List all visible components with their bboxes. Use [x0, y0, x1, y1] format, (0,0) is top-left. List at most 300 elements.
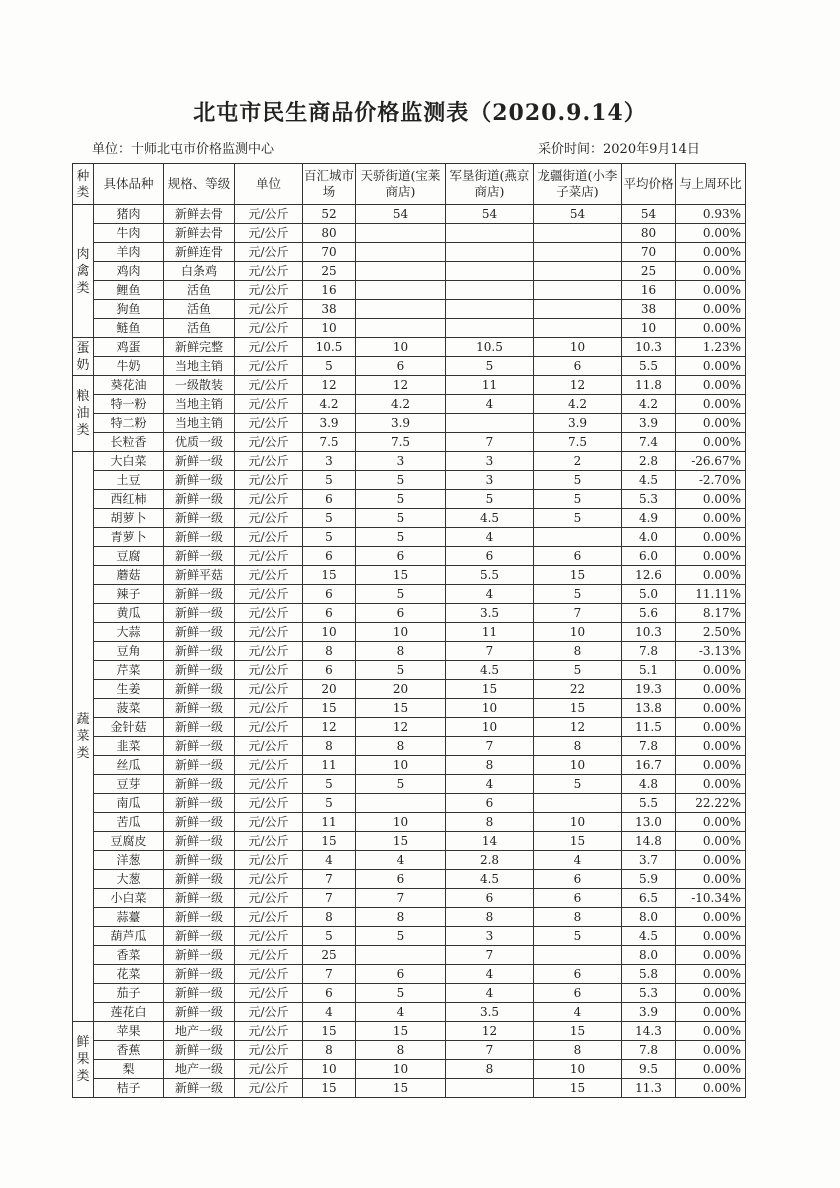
spec: 新鲜一级 [164, 832, 235, 851]
unit: 元/公斤 [235, 775, 303, 794]
price-tianjiao: 20 [356, 680, 446, 699]
weekly-change: 0.00% [676, 547, 746, 566]
weekly-change: -26.67% [676, 452, 746, 471]
weekly-change: 0.00% [676, 870, 746, 889]
spec: 当地主销 [164, 357, 235, 376]
price-tianjiao: 3.9 [356, 414, 446, 433]
price-baihuicheng: 38 [303, 300, 356, 319]
unit: 元/公斤 [235, 338, 303, 357]
weekly-change: 0.00% [676, 908, 746, 927]
weekly-change: 22.22% [676, 794, 746, 813]
price-tianjiao: 6 [356, 870, 446, 889]
unit: 元/公斤 [235, 1060, 303, 1079]
table-row [73, 1022, 746, 1041]
unit: 元/公斤 [235, 699, 303, 718]
table-body [73, 205, 746, 1098]
price-longjiang: 4 [534, 851, 622, 870]
spec: 新鲜一级 [164, 927, 235, 946]
spec: 新鲜一级 [164, 699, 235, 718]
unit: 元/公斤 [235, 737, 303, 756]
table-row [73, 737, 746, 756]
price-junken [446, 281, 534, 300]
price-longjiang: 10 [534, 1060, 622, 1079]
price-longjiang: 12 [534, 376, 622, 395]
price-longjiang: 10 [534, 756, 622, 775]
spec: 活鱼 [164, 319, 235, 338]
unit: 元/公斤 [235, 813, 303, 832]
item-name: 茄子 [94, 984, 164, 1003]
price-baihuicheng: 70 [303, 243, 356, 262]
table-row [73, 1003, 746, 1022]
item-name: 大白菜 [94, 452, 164, 471]
category-cell: 肉禽类 [73, 205, 94, 338]
spec: 新鲜一级 [164, 965, 235, 984]
unit: 元/公斤 [235, 395, 303, 414]
unit: 元/公斤 [235, 623, 303, 642]
price-junken: 10.5 [446, 338, 534, 357]
price-longjiang: 8 [534, 1041, 622, 1060]
price-junken: 11 [446, 623, 534, 642]
price-tianjiao: 7 [356, 889, 446, 908]
price-baihuicheng: 15 [303, 1079, 356, 1098]
price-tianjiao: 10 [356, 813, 446, 832]
average-price: 13.0 [622, 813, 676, 832]
average-price: 80 [622, 224, 676, 243]
spec: 新鲜去骨 [164, 224, 235, 243]
price-baihuicheng: 4 [303, 1003, 356, 1022]
table-row [73, 414, 746, 433]
weekly-change: 8.17% [676, 604, 746, 623]
average-price: 12.6 [622, 566, 676, 585]
average-price: 9.5 [622, 1060, 676, 1079]
item-name: 胡萝卜 [94, 509, 164, 528]
price-junken: 6 [446, 794, 534, 813]
price-junken: 5 [446, 357, 534, 376]
average-price: 70 [622, 243, 676, 262]
table-row [73, 851, 746, 870]
spec: 新鲜一级 [164, 984, 235, 1003]
price-junken: 15 [446, 680, 534, 699]
spec: 新鲜一级 [164, 528, 235, 547]
price-junken: 3.5 [446, 604, 534, 623]
table-row [73, 357, 746, 376]
price-baihuicheng: 12 [303, 718, 356, 737]
price-baihuicheng: 25 [303, 262, 356, 281]
table-row [73, 642, 746, 661]
unit: 元/公斤 [235, 528, 303, 547]
price-tianjiao: 5 [356, 984, 446, 1003]
average-price: 4.0 [622, 528, 676, 547]
weekly-change: 0.00% [676, 813, 746, 832]
weekly-change: 0.00% [676, 509, 746, 528]
price-junken: 4.5 [446, 870, 534, 889]
spec: 新鲜去骨 [164, 205, 235, 224]
price-baihuicheng: 6 [303, 490, 356, 509]
spec: 当地主销 [164, 414, 235, 433]
price-longjiang: 6 [534, 357, 622, 376]
spec: 新鲜一级 [164, 1003, 235, 1022]
unit: 元/公斤 [235, 357, 303, 376]
spec: 新鲜一级 [164, 509, 235, 528]
weekly-change: 0.00% [676, 1022, 746, 1041]
average-price: 4.9 [622, 509, 676, 528]
price-tianjiao: 5 [356, 528, 446, 547]
price-baihuicheng: 6 [303, 661, 356, 680]
weekly-change: 0.00% [676, 775, 746, 794]
spec: 新鲜一级 [164, 737, 235, 756]
table-row [73, 1060, 746, 1079]
unit: 元/公斤 [235, 794, 303, 813]
price-baihuicheng: 8 [303, 1041, 356, 1060]
price-baihuicheng: 7.5 [303, 433, 356, 452]
table-row [73, 775, 746, 794]
average-price: 4.8 [622, 775, 676, 794]
table-row [73, 756, 746, 775]
price-baihuicheng: 5 [303, 528, 356, 547]
unit: 元/公斤 [235, 547, 303, 566]
price-baihuicheng: 6 [303, 585, 356, 604]
price-baihuicheng: 80 [303, 224, 356, 243]
price-baihuicheng: 4.2 [303, 395, 356, 414]
unit: 元/公斤 [235, 604, 303, 623]
spec: 新鲜连骨 [164, 243, 235, 262]
header-change: 与上周环比 [676, 164, 746, 205]
price-baihuicheng: 15 [303, 699, 356, 718]
price-tianjiao: 4 [356, 851, 446, 870]
average-price: 10.3 [622, 338, 676, 357]
unit: 元/公斤 [235, 224, 303, 243]
page-title: 北屯市民生商品价格监测表（2020.9.14） [193, 100, 647, 126]
table-row [73, 528, 746, 547]
item-name: 香菜 [94, 946, 164, 965]
unit: 元/公斤 [235, 984, 303, 1003]
table-row [73, 870, 746, 889]
price-longjiang: 15 [534, 1079, 622, 1098]
price-baihuicheng: 6 [303, 984, 356, 1003]
weekly-change: 0.00% [676, 1060, 746, 1079]
weekly-change: 0.00% [676, 699, 746, 718]
average-price: 14.3 [622, 1022, 676, 1041]
unit: 元/公斤 [235, 642, 303, 661]
price-longjiang: 15 [534, 1022, 622, 1041]
price-baihuicheng: 7 [303, 965, 356, 984]
unit: 元/公斤 [235, 661, 303, 680]
item-name: 葫芦瓜 [94, 927, 164, 946]
price-baihuicheng: 16 [303, 281, 356, 300]
item-name: 蘑菇 [94, 566, 164, 585]
price-tianjiao: 15 [356, 1079, 446, 1098]
price-baihuicheng: 8 [303, 642, 356, 661]
item-name: 西红柿 [94, 490, 164, 509]
price-junken: 7 [446, 1041, 534, 1060]
price-baihuicheng: 11 [303, 813, 356, 832]
item-name: 土豆 [94, 471, 164, 490]
spec: 活鱼 [164, 300, 235, 319]
price-tianjiao: 8 [356, 1041, 446, 1060]
price-junken: 7 [446, 433, 534, 452]
price-baihuicheng: 7 [303, 889, 356, 908]
table-row [73, 395, 746, 414]
item-name: 芹菜 [94, 661, 164, 680]
price-junken: 8 [446, 1060, 534, 1079]
price-baihuicheng: 5 [303, 357, 356, 376]
category-cell: 蛋奶 [73, 338, 94, 376]
weekly-change: 0.00% [676, 984, 746, 1003]
item-name: 牛奶 [94, 357, 164, 376]
unit: 元/公斤 [235, 281, 303, 300]
item-name: 特二粉 [94, 414, 164, 433]
table-row [73, 376, 746, 395]
price-tianjiao [356, 946, 446, 965]
price-longjiang: 12 [534, 718, 622, 737]
spec: 新鲜一级 [164, 756, 235, 775]
price-longjiang: 6 [534, 889, 622, 908]
average-price: 5.0 [622, 585, 676, 604]
header-spec: 规格、等级 [164, 164, 235, 205]
price-longjiang: 5 [534, 775, 622, 794]
price-junken: 4 [446, 984, 534, 1003]
price-junken: 8 [446, 908, 534, 927]
table-row [73, 338, 746, 357]
average-price: 8.0 [622, 908, 676, 927]
unit: 元/公斤 [235, 566, 303, 585]
table-row [73, 889, 746, 908]
price-longjiang: 10 [534, 623, 622, 642]
average-price: 16 [622, 281, 676, 300]
price-junken: 4.5 [446, 661, 534, 680]
average-price: 3.9 [622, 1003, 676, 1022]
price-longjiang: 5 [534, 927, 622, 946]
price-junken: 8 [446, 813, 534, 832]
price-junken: 11 [446, 376, 534, 395]
spec: 新鲜一级 [164, 642, 235, 661]
item-name: 鲤鱼 [94, 281, 164, 300]
spec: 新鲜一级 [164, 623, 235, 642]
table-row [73, 984, 746, 1003]
average-price: 11.8 [622, 376, 676, 395]
item-name: 鲢鱼 [94, 319, 164, 338]
average-price: 54 [622, 205, 676, 224]
price-longjiang: 54 [534, 205, 622, 224]
table-row [73, 927, 746, 946]
table-row [73, 205, 746, 224]
table-row [73, 908, 746, 927]
item-name: 香蕉 [94, 1041, 164, 1060]
price-longjiang: 6 [534, 965, 622, 984]
price-junken: 7 [446, 946, 534, 965]
table-row [73, 319, 746, 338]
price-longjiang: 10 [534, 813, 622, 832]
price-longjiang [534, 262, 622, 281]
item-name: 狗鱼 [94, 300, 164, 319]
price-junken: 3 [446, 452, 534, 471]
average-price: 5.3 [622, 984, 676, 1003]
weekly-change: 0.00% [676, 680, 746, 699]
average-price: 19.3 [622, 680, 676, 699]
item-name: 小白菜 [94, 889, 164, 908]
header-unit: 单位 [235, 164, 303, 205]
spec: 新鲜一级 [164, 794, 235, 813]
unit: 元/公斤 [235, 509, 303, 528]
price-longjiang [534, 794, 622, 813]
weekly-change: 0.00% [676, 262, 746, 281]
weekly-change: 2.50% [676, 623, 746, 642]
weekly-change: 0.00% [676, 357, 746, 376]
price-baihuicheng: 5 [303, 509, 356, 528]
unit: 元/公斤 [235, 870, 303, 889]
price-longjiang: 2 [534, 452, 622, 471]
weekly-change: 0.00% [676, 965, 746, 984]
price-longjiang: 22 [534, 680, 622, 699]
price-junken: 5 [446, 490, 534, 509]
spec: 新鲜一级 [164, 813, 235, 832]
price-tianjiao: 5 [356, 775, 446, 794]
weekly-change: -2.70% [676, 471, 746, 490]
average-price: 25 [622, 262, 676, 281]
item-name: 南瓜 [94, 794, 164, 813]
price-tianjiao: 7.5 [356, 433, 446, 452]
price-tianjiao: 8 [356, 908, 446, 927]
spec: 新鲜一级 [164, 1079, 235, 1098]
price-longjiang [534, 224, 622, 243]
item-name: 大蒜 [94, 623, 164, 642]
table-row [73, 946, 746, 965]
table-row [73, 433, 746, 452]
item-name: 蒜薹 [94, 908, 164, 927]
price-junken [446, 300, 534, 319]
table-row [73, 452, 746, 471]
price-junken: 4.5 [446, 509, 534, 528]
weekly-change: 0.00% [676, 528, 746, 547]
unit: 元/公斤 [235, 585, 303, 604]
table-row [73, 661, 746, 680]
average-price: 2.8 [622, 452, 676, 471]
item-name: 青萝卜 [94, 528, 164, 547]
price-tianjiao: 6 [356, 547, 446, 566]
price-junken [446, 224, 534, 243]
table-row [73, 509, 746, 528]
price-longjiang [534, 319, 622, 338]
price-junken: 3 [446, 471, 534, 490]
average-price: 7.4 [622, 433, 676, 452]
item-name: 金针菇 [94, 718, 164, 737]
table-row [73, 604, 746, 623]
table-row [73, 490, 746, 509]
monitoring-unit: 单位：十师北屯市价格监测中心 [92, 142, 275, 157]
average-price: 7.8 [622, 642, 676, 661]
table-row [73, 965, 746, 984]
table-row [73, 262, 746, 281]
weekly-change: 0.00% [676, 376, 746, 395]
average-price: 14.8 [622, 832, 676, 851]
weekly-change: -10.34% [676, 889, 746, 908]
unit: 元/公斤 [235, 1079, 303, 1098]
spec: 新鲜一级 [164, 471, 235, 490]
spec: 当地主销 [164, 395, 235, 414]
table-row [73, 585, 746, 604]
item-name: 鸡蛋 [94, 338, 164, 357]
item-name: 生姜 [94, 680, 164, 699]
weekly-change: 0.00% [676, 300, 746, 319]
item-name: 菠菜 [94, 699, 164, 718]
price-baihuicheng: 11 [303, 756, 356, 775]
weekly-change: 0.93% [676, 205, 746, 224]
price-longjiang: 15 [534, 699, 622, 718]
unit: 元/公斤 [235, 965, 303, 984]
header-baihuicheng: 百汇城市场 [303, 164, 356, 205]
header-longjiang: 龙疆街道(小李子菜店) [534, 164, 622, 205]
price-longjiang [534, 300, 622, 319]
weekly-change: 0.00% [676, 927, 746, 946]
price-junken: 4 [446, 775, 534, 794]
unit: 元/公斤 [235, 243, 303, 262]
price-junken: 7 [446, 642, 534, 661]
price-tianjiao: 15 [356, 699, 446, 718]
spec: 新鲜一级 [164, 680, 235, 699]
unit: 元/公斤 [235, 889, 303, 908]
price-junken: 6 [446, 547, 534, 566]
price-baihuicheng: 15 [303, 832, 356, 851]
header-tianjiao: 天骄街道(宝莱商店) [356, 164, 446, 205]
price-longjiang [534, 528, 622, 547]
item-name: 猪肉 [94, 205, 164, 224]
price-junken: 3.5 [446, 1003, 534, 1022]
item-name: 大葱 [94, 870, 164, 889]
spec: 新鲜一级 [164, 604, 235, 623]
item-name: 长粒香 [94, 433, 164, 452]
weekly-change: 0.00% [676, 395, 746, 414]
price-longjiang: 15 [534, 832, 622, 851]
table-row [73, 1079, 746, 1098]
spec: 新鲜一级 [164, 661, 235, 680]
price-baihuicheng: 10 [303, 319, 356, 338]
table-row [73, 471, 746, 490]
spec: 新鲜一级 [164, 889, 235, 908]
item-name: 花菜 [94, 965, 164, 984]
unit: 元/公斤 [235, 471, 303, 490]
table-row [73, 718, 746, 737]
table-row [73, 243, 746, 262]
item-name: 黄瓜 [94, 604, 164, 623]
price-tianjiao: 10 [356, 623, 446, 642]
weekly-change: 0.00% [676, 319, 746, 338]
category-cell: 粮油类 [73, 376, 94, 452]
weekly-change: 0.00% [676, 737, 746, 756]
price-junken: 54 [446, 205, 534, 224]
price-tianjiao [356, 319, 446, 338]
price-longjiang: 5 [534, 471, 622, 490]
price-tianjiao [356, 243, 446, 262]
average-price: 16.7 [622, 756, 676, 775]
price-baihuicheng: 12 [303, 376, 356, 395]
price-baihuicheng: 15 [303, 566, 356, 585]
average-price: 5.1 [622, 661, 676, 680]
unit: 元/公斤 [235, 490, 303, 509]
spec: 新鲜完整 [164, 338, 235, 357]
weekly-change: 0.00% [676, 490, 746, 509]
average-price: 5.8 [622, 965, 676, 984]
price-longjiang: 5 [534, 585, 622, 604]
header-item: 具体品种 [94, 164, 164, 205]
item-name: 苦瓜 [94, 813, 164, 832]
price-tianjiao: 12 [356, 718, 446, 737]
average-price: 11.3 [622, 1079, 676, 1098]
weekly-change: 11.11% [676, 585, 746, 604]
table-header-row [73, 164, 746, 205]
price-baihuicheng: 5 [303, 927, 356, 946]
price-tianjiao: 5 [356, 585, 446, 604]
spec: 新鲜一级 [164, 851, 235, 870]
